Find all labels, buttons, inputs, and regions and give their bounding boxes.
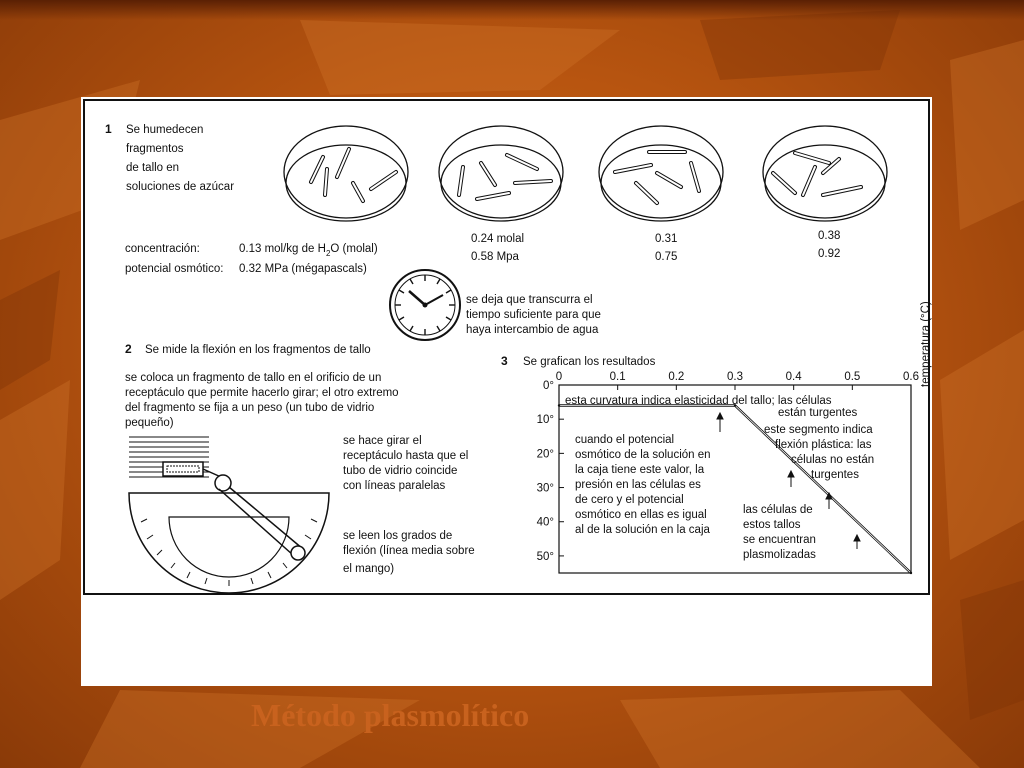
petri-dish: [599, 126, 723, 221]
concentration-label: concentración:: [125, 243, 200, 255]
y-tick-label: 0°: [543, 380, 554, 392]
step3-title: Se grafican los resultados: [523, 356, 656, 368]
dish-concentration: 0.24 molal: [471, 233, 525, 245]
chart-note-low-line: plasmolizadas: [743, 549, 816, 561]
chart-note-right-line: flexión plástica: las: [775, 439, 872, 451]
chart-note-mid-line: de cero y el potencial: [575, 494, 684, 506]
step3-number: 3: [501, 354, 508, 368]
step1-line: fragmentos: [126, 143, 184, 155]
chart-note-low-line: las células de: [743, 504, 813, 516]
petri-dish: [284, 126, 408, 221]
y-tick-label: 30°: [536, 482, 554, 495]
chart-note-right-line: células no están: [791, 454, 875, 466]
petri-dish: [763, 126, 887, 221]
protractor-apparatus-illustration: [129, 437, 329, 593]
dish-osmotic: 0.92: [818, 248, 841, 260]
step2-para-line: pequeño): [125, 417, 174, 429]
osmotic-first: 0.32 MPa (mégapascals): [239, 263, 367, 275]
slide-caption: Método plasmolítico: [251, 697, 530, 733]
read-note-line: flexión (línea media sobre: [343, 545, 475, 557]
top-shadow-band: [0, 0, 1024, 20]
petri-dish: [439, 126, 563, 221]
x-tick-label: 0: [555, 371, 563, 383]
x-tick-label: 0.1: [609, 371, 626, 383]
step1-line: Se humedecen: [126, 124, 204, 136]
read-note-line: el mango): [343, 563, 395, 575]
side-note: temperatura (°C): [920, 301, 932, 387]
chart-note-mid-line: al de la solución en la caja: [575, 524, 710, 536]
rotate-note-line: receptáculo hasta que el: [343, 450, 469, 462]
step2-para-line: del fragmento se fija a un peso (un tubo de vidrio: [125, 402, 375, 414]
clock-note-line: haya intercambio de agua: [466, 324, 599, 336]
chart-note-mid-line: cuando el potencial: [575, 434, 675, 446]
step1-line: soluciones de azúcar: [126, 181, 235, 193]
step2-para-line: receptáculo que permite hacerlo girar; el otro extremo: [125, 387, 399, 399]
y-tick-label: 10°: [536, 414, 554, 427]
chart-note-mid-line: la caja tiene este valor, la: [575, 464, 705, 476]
chart-note-low-line: estos tallos: [743, 519, 801, 531]
x-tick-label: 0.6: [903, 371, 919, 383]
step1-number: 1: [105, 122, 112, 136]
plasmolytic-method-figure: [81, 97, 932, 597]
clock-note-line: tiempo suficiente para que: [466, 309, 601, 321]
clock-note-line: se deja que transcurra el: [466, 294, 593, 306]
y-tick-label: 20°: [536, 448, 554, 461]
rotate-note-line: con líneas paralelas: [343, 480, 446, 492]
y-tick-label: 40°: [536, 516, 554, 529]
x-tick-label: 0.5: [844, 371, 861, 383]
dish-concentration: 0.31: [655, 233, 678, 245]
chart-note-mid-line: presión en las células es: [575, 479, 701, 491]
curve-point: [910, 572, 912, 574]
chart-note-low-line: se encuentran: [743, 534, 816, 546]
x-tick-label: 0.2: [668, 371, 685, 383]
step2-number: 2: [125, 342, 132, 356]
chart-note-top-line: están turgentes: [778, 407, 858, 419]
chart-note-top-line: esta curvatura indica elasticidad del tallo; las células: [565, 395, 832, 407]
chart-note-mid-line: osmótico en ellas es igual: [575, 509, 707, 521]
step2-title: Se mide la flexión en los fragmentos de tallo: [145, 344, 371, 356]
rotate-note-line: tubo de vidrio coincide: [343, 465, 458, 477]
slide-content-card: [81, 97, 932, 733]
dish-osmotic: 0.75: [655, 251, 678, 263]
step2-para-line: se coloca un fragmento de tallo en el orificio de un: [125, 372, 382, 384]
concentration-first: 0.13 mol/kg de $H_2O$ (molal): [239, 243, 378, 258]
chart-note-right-line: este segmento indica: [764, 424, 873, 436]
osmotic-label: potencial osmótico:: [125, 263, 224, 275]
read-note-line: se leen los grados de: [343, 530, 453, 542]
step1-line: de tallo en: [126, 162, 180, 174]
clock-icon: [390, 270, 460, 340]
dish-osmotic: 0.58 Mpa: [471, 251, 519, 263]
chart-note-right-line: turgentes: [811, 469, 859, 481]
rotate-note-line: se hace girar el: [343, 435, 422, 447]
dish-concentration: 0.38: [818, 230, 841, 242]
y-tick-label: 50°: [536, 550, 554, 563]
x-tick-label: 0.4: [785, 371, 802, 383]
curve-point: [558, 404, 560, 406]
x-tick-label: 0.3: [727, 371, 743, 383]
chart-note-mid-line: osmótico de la solución en: [575, 449, 711, 461]
